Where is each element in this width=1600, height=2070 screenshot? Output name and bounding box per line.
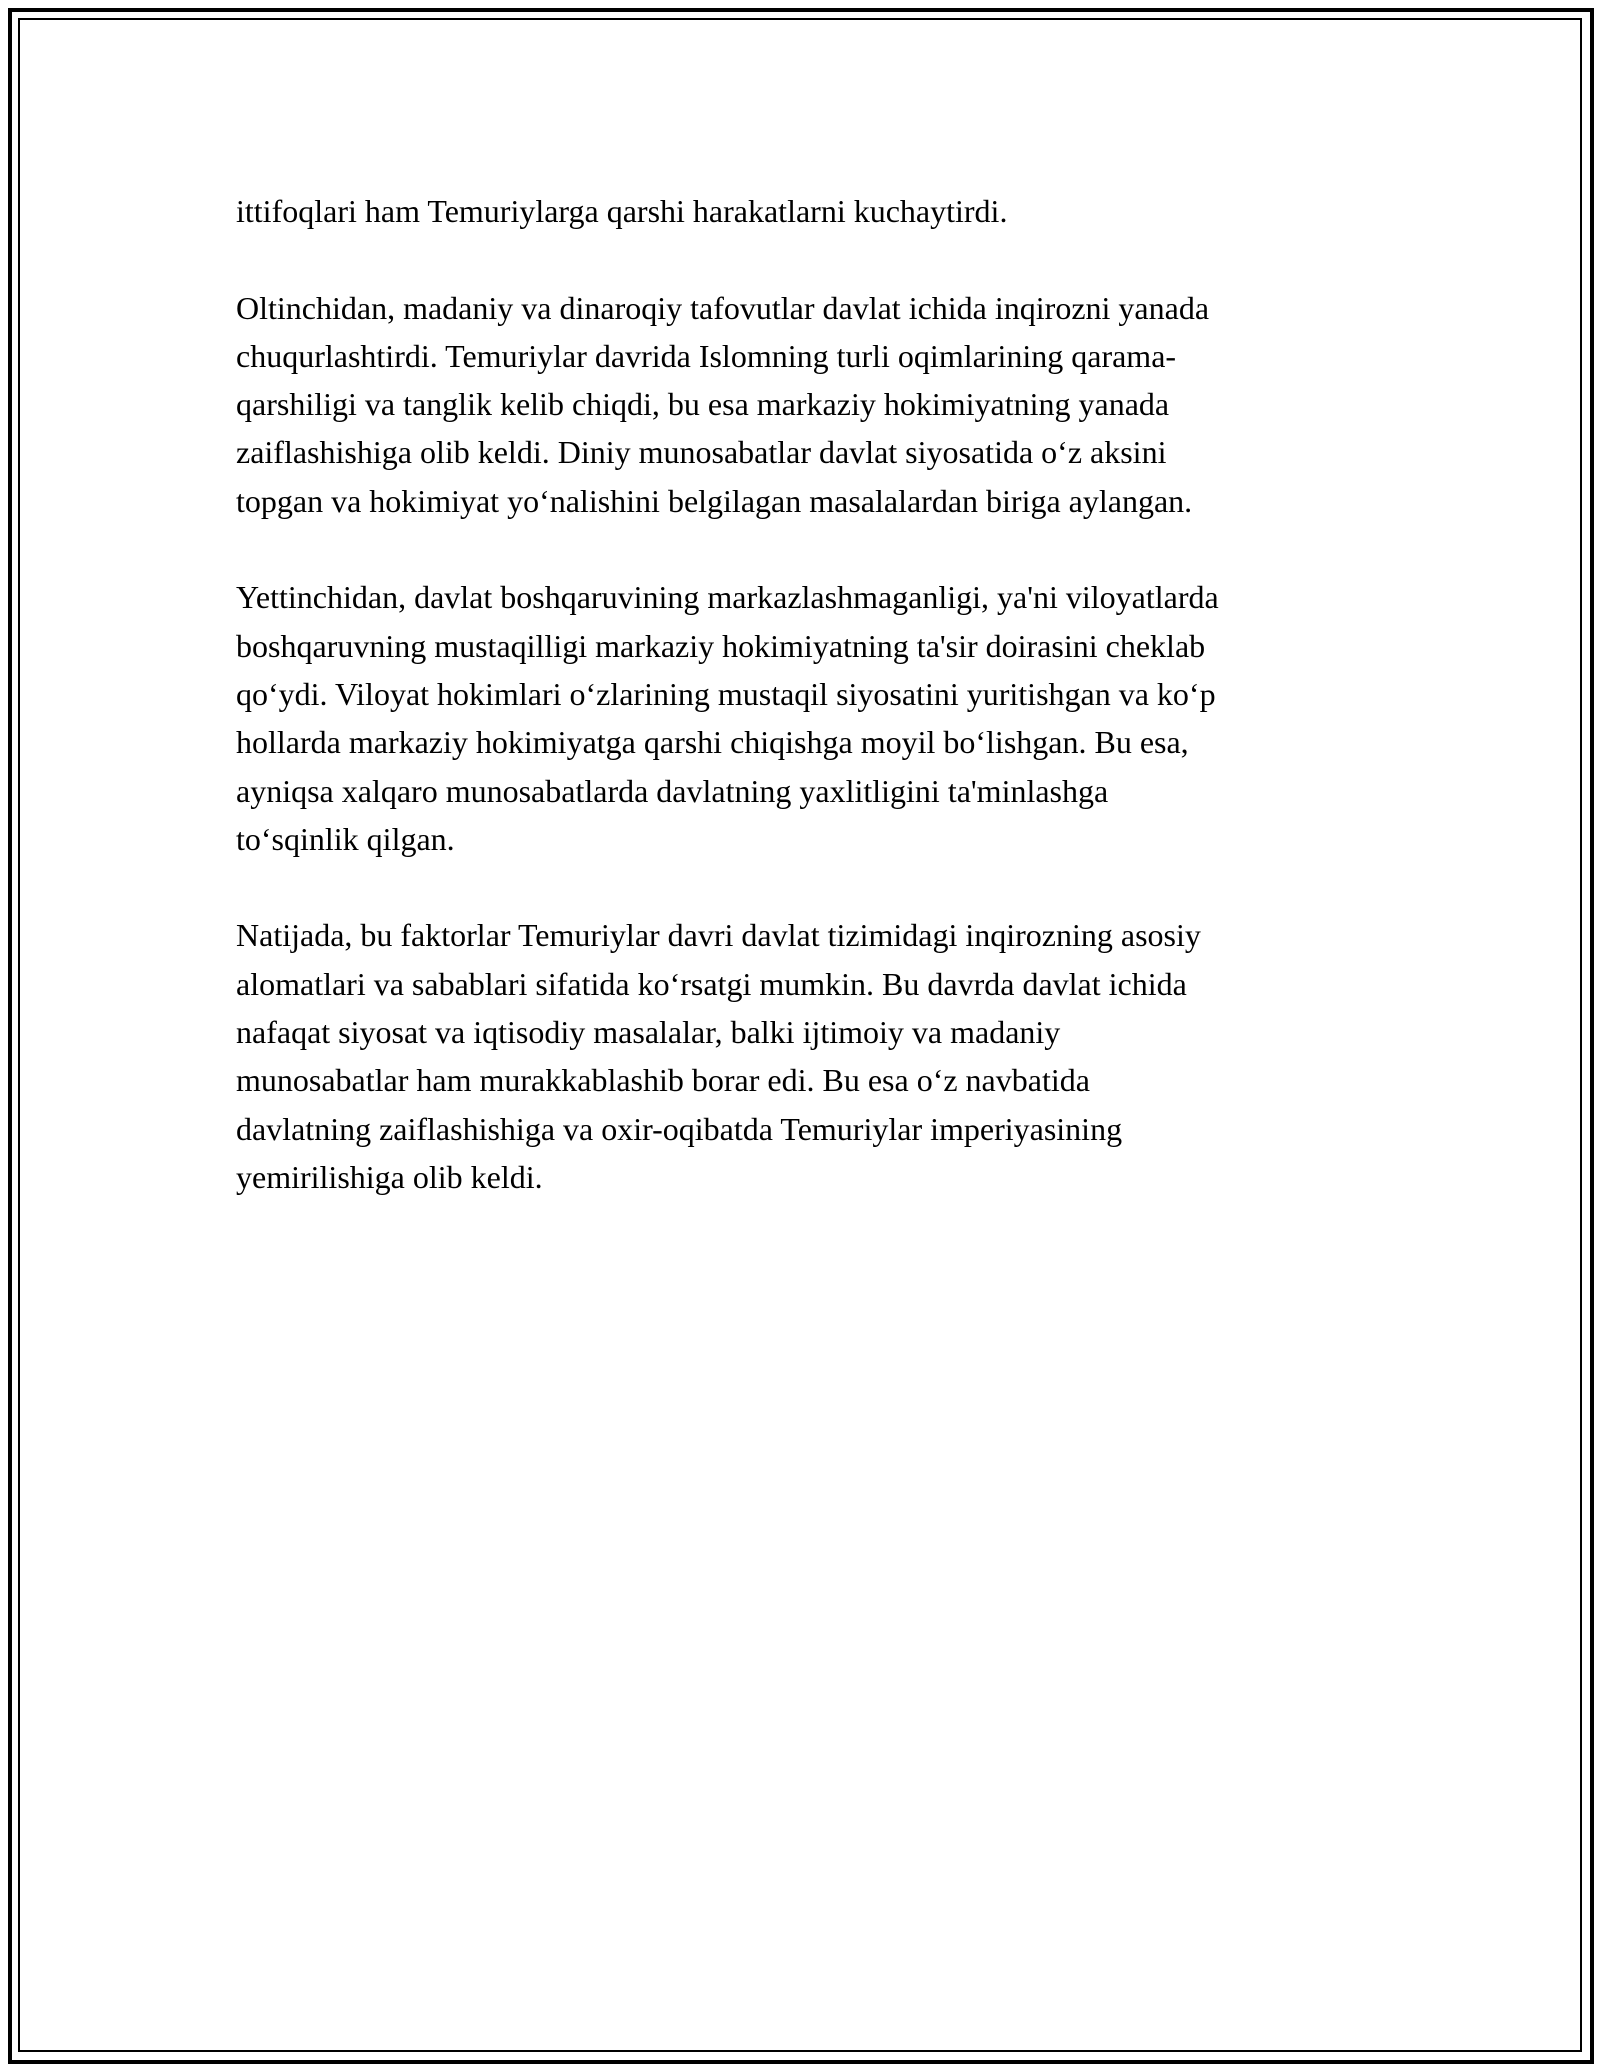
paragraph-continuation: ittifoqlari ham Temuriylarga qarshi harakatlarni kuchaytirdi. — [236, 193, 1008, 229]
paragraph-conclusion: Natijada, bu faktorlar Temuriylar davri davlat tizimidagi inqirozning asosiy alomatlari va sabablari sifatida ko‘rsatgi mumkin. Bu davrda davlat ichida nafaqat siyosat va iqtisodiy masalalar, balki ijtimoiy va madaniy munosabatlar ham murakkablashib borar edi. Bu esa o‘z navbatida davlatning zaiflashishiga va oxir-oqibatda Temuriylar imperiyasining yemirilishiga olib keldi. — [236, 917, 1201, 1195]
paragraph-sixth-point: Oltinchidan, madaniy va dinaroqiy tafovutlar davlat ichida inqirozni yanada chuqurlashtirdi. Temuriylar davrida Islomning turli oqimlarining qarama- qarshiligi va tanglik kelib chiqdi, bu esa markaziy hokimiyatning yanada zaiflashishiga olib keldi. Diniy munosabatlar davlat siyosatida o‘z aksini topgan va hokimiyat yo‘nalishini belgilagan masalalardan biriga aylangan. — [236, 289, 1210, 519]
document-body — [236, 187, 1376, 1250]
paragraph-seventh-point: Yettinchidan, davlat boshqaruvining markazlashmaganligi, ya'ni viloyatlarda boshqaruvning mustaqilligi markaziy hokimiyatning ta'sir doirasini cheklab qo‘ydi. Viloyat hokimlari o‘zlarining mustaqil siyosatini yuritishgan va ko‘p hollarda markaziy hokimiyatga qarshi chiqishga moyil bo‘lishgan. Bu esa, ayniqsa xalqaro munosabatlarda davlatning yaxlitligini ta'minlashga to‘sqinlik qilgan. — [236, 579, 1219, 857]
